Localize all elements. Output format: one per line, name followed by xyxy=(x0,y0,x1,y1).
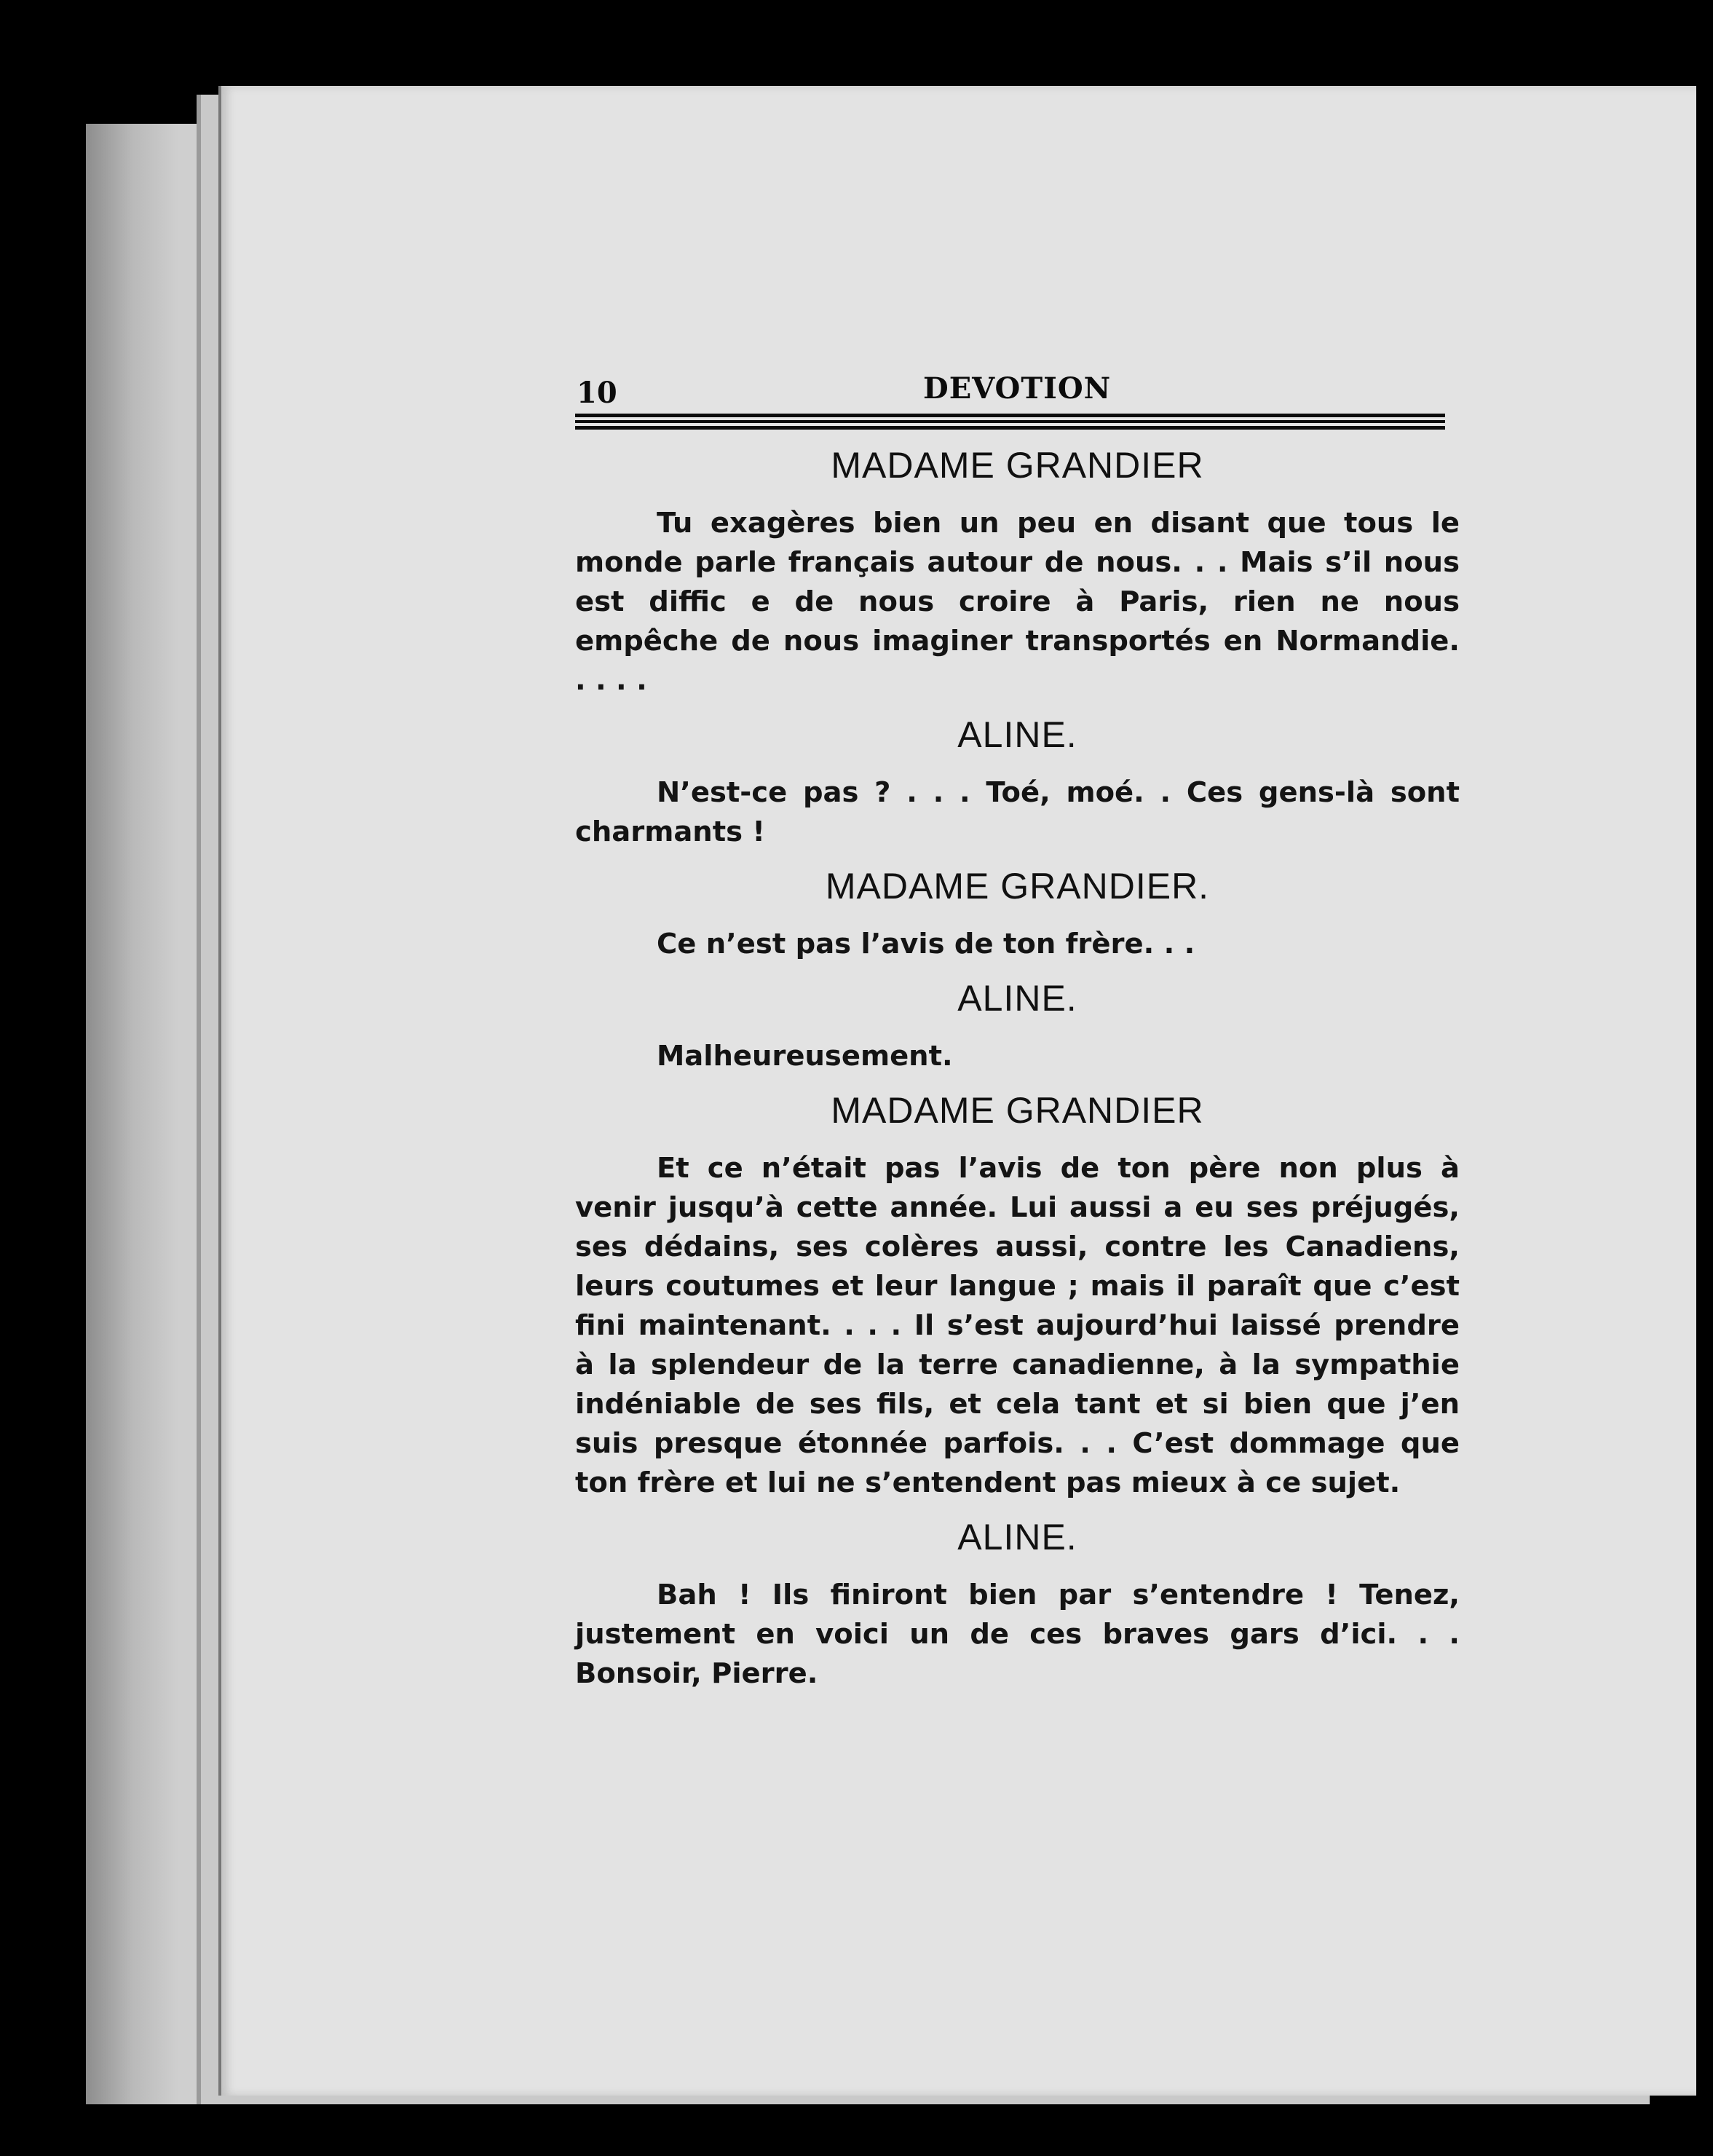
speech-text: Malheureusement. xyxy=(657,1040,953,1073)
speaker-name: MADAME GRANDIER xyxy=(831,445,1204,486)
dialogue-block-5 xyxy=(575,1089,1460,1503)
speaker-name: ALINE. xyxy=(957,714,1077,755)
rule-line-top xyxy=(575,414,1445,417)
running-head xyxy=(575,364,1460,409)
speaker-name: ALINE. xyxy=(957,978,1077,1019)
rule-line-middle xyxy=(575,420,1445,423)
speech-text: Tu exagères bien un peu en disant que tous le monde parle français autour de nous. . . Mais s’il nous est diffic e de nous croire à Paris, rien ne nous empêche de nous imaginer transportés en Normandie. . . . . xyxy=(575,507,1460,697)
dialogue-block-4 xyxy=(575,977,1460,1076)
rule-line-bottom xyxy=(575,426,1445,430)
speech-text: Ce n’est pas l’avis de ton frère. . . xyxy=(657,928,1195,960)
dialogue-block-1 xyxy=(575,444,1460,700)
speaker-name: MADAME GRANDIER xyxy=(831,1090,1204,1131)
dialogue-block-2 xyxy=(575,714,1460,852)
right-border xyxy=(1696,58,1713,2112)
header-rule xyxy=(575,414,1445,431)
speech-text: Bah ! Ils finiront bien par s’entendre ! Tenez, justement en voici un de ces braves gars d’ici. . . Bonsoir, Pierre. xyxy=(575,1579,1460,1690)
speaker-name: MADAME GRANDIER. xyxy=(825,866,1210,907)
running-title: DEVOTION xyxy=(923,371,1112,406)
speaker-name: ALINE. xyxy=(957,1517,1077,1557)
speech-text: Et ce n’était pas l’avis de ton père non plus à venir jusqu’à cette année. Lui aussi a eu ses préjugés, ses dédains, ses colères aussi, contre les Canadiens, leurs coutumes et leur langue ; mais il paraît que c’est fini maintenant. . . . Il s’est aujourd’hui laissé prendre à la splendeur de la terre canadienne, à la sympathie indéniable de ses fils, et cela tant et si bien que j’en suis presque étonnée parfois. . . C’est dommage que ton frère et lui ne s’entendent pas mieux à ce sujet. xyxy=(575,1152,1460,1499)
dialogue-block-3 xyxy=(575,865,1460,964)
dialogue-block-6 xyxy=(575,1516,1460,1694)
page-number: 10 xyxy=(577,376,617,410)
page-content xyxy=(575,364,1460,1694)
speech-text: N’est-ce pas ? . . . Toé, moé. . Ces gens-là sont charmants ! xyxy=(575,776,1460,848)
